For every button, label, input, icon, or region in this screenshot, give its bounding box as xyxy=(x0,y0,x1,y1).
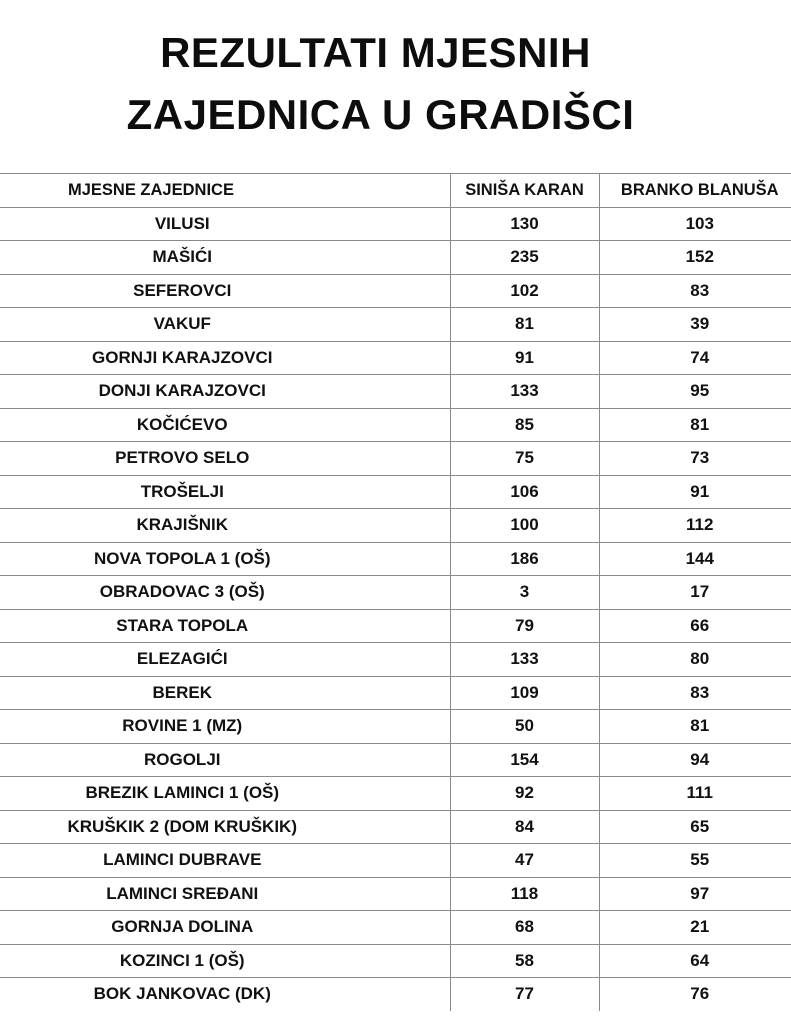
branko-blanusa-votes-cell: 94 xyxy=(599,743,791,777)
community-name-cell: KRUŠKIK 2 (DOM KRUŠKIK) xyxy=(0,810,450,844)
table-row xyxy=(0,341,791,375)
title-line-1: REZULTATI MJESNIH xyxy=(160,29,591,76)
sinisa-karan-votes-cell: 106 xyxy=(450,475,599,509)
sinisa-karan-votes-cell: 92 xyxy=(450,777,599,811)
table-row xyxy=(0,542,791,576)
table-row xyxy=(0,576,791,610)
sinisa-karan-votes-cell: 85 xyxy=(450,408,599,442)
table-row xyxy=(0,777,791,811)
community-name-cell: BEREK xyxy=(0,676,450,710)
table-row xyxy=(0,911,791,945)
table-row xyxy=(0,609,791,643)
sinisa-karan-votes-cell: 133 xyxy=(450,375,599,409)
sinisa-karan-votes-cell: 130 xyxy=(450,207,599,241)
table-row xyxy=(0,274,791,308)
branko-blanusa-votes-cell: 81 xyxy=(599,710,791,744)
table-row xyxy=(0,408,791,442)
branko-blanusa-votes-cell: 97 xyxy=(599,877,791,911)
sinisa-karan-votes-cell: 102 xyxy=(450,274,599,308)
community-name-cell: PETROVO SELO xyxy=(0,442,450,476)
branko-blanusa-votes-cell: 81 xyxy=(599,408,791,442)
sinisa-karan-votes-cell: 77 xyxy=(450,978,599,1011)
page-title xyxy=(0,22,791,146)
community-name-cell: VILUSI xyxy=(0,207,450,241)
sinisa-karan-votes-cell: 68 xyxy=(450,911,599,945)
sinisa-karan-votes-cell: 47 xyxy=(450,844,599,878)
sinisa-karan-votes-cell: 50 xyxy=(450,710,599,744)
sinisa-karan-votes-cell: 81 xyxy=(450,308,599,342)
branko-blanusa-votes-cell: 39 xyxy=(599,308,791,342)
branko-blanusa-votes-cell: 91 xyxy=(599,475,791,509)
sinisa-karan-votes-cell: 91 xyxy=(450,341,599,375)
table-row xyxy=(0,844,791,878)
header-sinisa-karan: SINIŠA KARAN xyxy=(450,174,599,208)
branko-blanusa-votes-cell: 17 xyxy=(599,576,791,610)
branko-blanusa-votes-cell: 66 xyxy=(599,609,791,643)
table-row xyxy=(0,944,791,978)
table-row xyxy=(0,308,791,342)
table-row xyxy=(0,710,791,744)
community-name-cell: LAMINCI DUBRAVE xyxy=(0,844,450,878)
community-name-cell: KOZINCI 1 (OŠ) xyxy=(0,944,450,978)
table-row xyxy=(0,676,791,710)
community-name-cell: BOK JANKOVAC (DK) xyxy=(0,978,450,1011)
branko-blanusa-votes-cell: 74 xyxy=(599,341,791,375)
table-row xyxy=(0,207,791,241)
sinisa-karan-votes-cell: 58 xyxy=(450,944,599,978)
community-name-cell: LAMINCI SREĐANI xyxy=(0,877,450,911)
branko-blanusa-votes-cell: 64 xyxy=(599,944,791,978)
community-name-cell: GORNJI KARAJZOVCI xyxy=(0,341,450,375)
branko-blanusa-votes-cell: 144 xyxy=(599,542,791,576)
branko-blanusa-votes-cell: 112 xyxy=(599,509,791,543)
community-name-cell: GORNJA DOLINA xyxy=(0,911,450,945)
community-name-cell: MAŠIĆI xyxy=(0,241,450,275)
sinisa-karan-votes-cell: 133 xyxy=(450,643,599,677)
sinisa-karan-votes-cell: 235 xyxy=(450,241,599,275)
branko-blanusa-votes-cell: 65 xyxy=(599,810,791,844)
community-name-cell: STARA TOPOLA xyxy=(0,609,450,643)
table-row xyxy=(0,509,791,543)
table-row xyxy=(0,241,791,275)
sinisa-karan-votes-cell: 154 xyxy=(450,743,599,777)
branko-blanusa-votes-cell: 55 xyxy=(599,844,791,878)
table-row xyxy=(0,978,791,1011)
sinisa-karan-votes-cell: 75 xyxy=(450,442,599,476)
results-table xyxy=(0,173,791,1011)
table-row xyxy=(0,810,791,844)
sinisa-karan-votes-cell: 79 xyxy=(450,609,599,643)
table-row xyxy=(0,375,791,409)
branko-blanusa-votes-cell: 111 xyxy=(599,777,791,811)
branko-blanusa-votes-cell: 21 xyxy=(599,911,791,945)
community-name-cell: VAKUF xyxy=(0,308,450,342)
table-row xyxy=(0,475,791,509)
header-mjesne-zajednice: MJESNE ZAJEDNICE xyxy=(0,174,450,208)
community-name-cell: DONJI KARAJZOVCI xyxy=(0,375,450,409)
community-name-cell: KRAJIŠNIK xyxy=(0,509,450,543)
community-name-cell: OBRADOVAC 3 (OŠ) xyxy=(0,576,450,610)
table-row xyxy=(0,643,791,677)
community-name-cell: ROVINE 1 (MZ) xyxy=(0,710,450,744)
community-name-cell: NOVA TOPOLA 1 (OŠ) xyxy=(0,542,450,576)
sinisa-karan-votes-cell: 3 xyxy=(450,576,599,610)
community-name-cell: TROŠELJI xyxy=(0,475,450,509)
branko-blanusa-votes-cell: 83 xyxy=(599,676,791,710)
sinisa-karan-votes-cell: 118 xyxy=(450,877,599,911)
sinisa-karan-votes-cell: 100 xyxy=(450,509,599,543)
community-name-cell: KOČIĆEVO xyxy=(0,408,450,442)
header-row xyxy=(0,174,791,208)
table-row xyxy=(0,743,791,777)
branko-blanusa-votes-cell: 76 xyxy=(599,978,791,1011)
title-line-2: ZAJEDNICA U GRADIŠCI xyxy=(126,91,635,138)
branko-blanusa-votes-cell: 83 xyxy=(599,274,791,308)
branko-blanusa-votes-cell: 73 xyxy=(599,442,791,476)
table-row xyxy=(0,442,791,476)
branko-blanusa-votes-cell: 103 xyxy=(599,207,791,241)
branko-blanusa-votes-cell: 95 xyxy=(599,375,791,409)
table-row xyxy=(0,877,791,911)
community-name-cell: SEFEROVCI xyxy=(0,274,450,308)
header-branko-blanusa: BRANKO BLANUŠA xyxy=(599,174,791,208)
sinisa-karan-votes-cell: 186 xyxy=(450,542,599,576)
branko-blanusa-votes-cell: 152 xyxy=(599,241,791,275)
sinisa-karan-votes-cell: 109 xyxy=(450,676,599,710)
community-name-cell: BREZIK LAMINCI 1 (OŠ) xyxy=(0,777,450,811)
branko-blanusa-votes-cell: 80 xyxy=(599,643,791,677)
community-name-cell: ELEZAGIĆI xyxy=(0,643,450,677)
sinisa-karan-votes-cell: 84 xyxy=(450,810,599,844)
community-name-cell: ROGOLJI xyxy=(0,743,450,777)
